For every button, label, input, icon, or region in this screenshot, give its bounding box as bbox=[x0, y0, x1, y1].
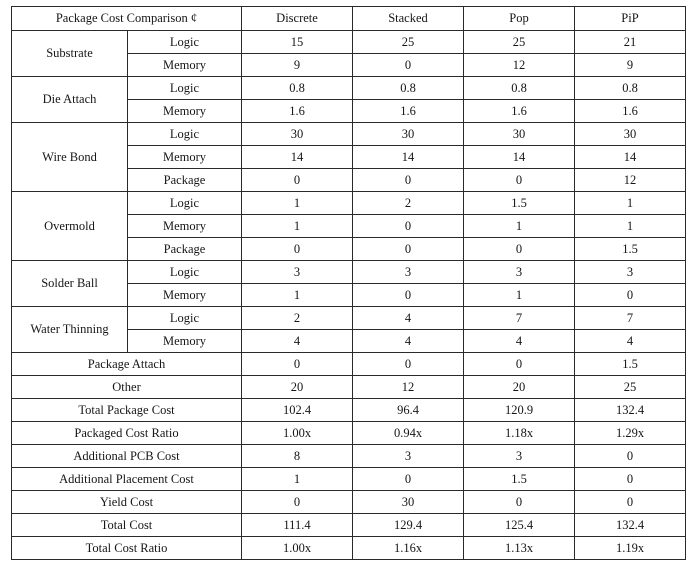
header-row bbox=[12, 7, 686, 31]
column-header-pop: Pop bbox=[464, 7, 575, 31]
table-title: Package Cost Comparison ¢ bbox=[12, 7, 242, 31]
value-cell-discrete: 14 bbox=[242, 146, 353, 169]
summary-label: Package Attach bbox=[12, 353, 242, 376]
value-cell-discrete: 1 bbox=[242, 215, 353, 238]
value-cell-pip: 12 bbox=[575, 169, 686, 192]
summary-value-pip: 1.19x bbox=[575, 537, 686, 560]
value-cell-discrete: 1 bbox=[242, 284, 353, 307]
value-cell-pop: 1 bbox=[464, 284, 575, 307]
column-header-pip: PiP bbox=[575, 7, 686, 31]
summary-row bbox=[12, 399, 686, 422]
value-cell-discrete: 15 bbox=[242, 31, 353, 54]
value-cell-discrete: 0.8 bbox=[242, 77, 353, 100]
summary-value-stacked: 30 bbox=[353, 491, 464, 514]
summary-value-discrete: 1.00x bbox=[242, 537, 353, 560]
table-body bbox=[12, 7, 686, 560]
sub-label: Memory bbox=[128, 54, 242, 77]
value-cell-pip: 1 bbox=[575, 215, 686, 238]
summary-value-stacked: 96.4 bbox=[353, 399, 464, 422]
summary-row bbox=[12, 514, 686, 537]
summary-row bbox=[12, 491, 686, 514]
value-cell-pip: 14 bbox=[575, 146, 686, 169]
group-label: Substrate bbox=[12, 31, 128, 77]
summary-value-stacked: 0.94x bbox=[353, 422, 464, 445]
value-cell-pip: 1.5 bbox=[575, 238, 686, 261]
value-cell-discrete: 2 bbox=[242, 307, 353, 330]
value-cell-pop: 4 bbox=[464, 330, 575, 353]
table-row bbox=[12, 77, 686, 100]
summary-row bbox=[12, 537, 686, 560]
value-cell-discrete: 0 bbox=[242, 238, 353, 261]
summary-value-pop: 0 bbox=[464, 353, 575, 376]
value-cell-stacked: 0 bbox=[353, 169, 464, 192]
summary-value-pop: 1.5 bbox=[464, 468, 575, 491]
summary-label: Additional PCB Cost bbox=[12, 445, 242, 468]
summary-value-stacked: 0 bbox=[353, 353, 464, 376]
sub-label: Memory bbox=[128, 330, 242, 353]
group-label: Die Attach bbox=[12, 77, 128, 123]
table-row bbox=[12, 123, 686, 146]
sub-label: Memory bbox=[128, 284, 242, 307]
value-cell-pop: 3 bbox=[464, 261, 575, 284]
value-cell-stacked: 2 bbox=[353, 192, 464, 215]
summary-value-pop: 120.9 bbox=[464, 399, 575, 422]
summary-value-pop: 20 bbox=[464, 376, 575, 399]
value-cell-stacked: 4 bbox=[353, 330, 464, 353]
summary-value-discrete: 1.00x bbox=[242, 422, 353, 445]
value-cell-pop: 0 bbox=[464, 238, 575, 261]
sub-label: Logic bbox=[128, 261, 242, 284]
summary-value-discrete: 111.4 bbox=[242, 514, 353, 537]
summary-value-pop: 0 bbox=[464, 491, 575, 514]
summary-label: Other bbox=[12, 376, 242, 399]
summary-row bbox=[12, 445, 686, 468]
table-row bbox=[12, 192, 686, 215]
summary-row bbox=[12, 468, 686, 491]
value-cell-pip: 1.6 bbox=[575, 100, 686, 123]
summary-value-discrete: 20 bbox=[242, 376, 353, 399]
sub-label: Logic bbox=[128, 307, 242, 330]
value-cell-pip: 9 bbox=[575, 54, 686, 77]
value-cell-pop: 25 bbox=[464, 31, 575, 54]
table-row bbox=[12, 261, 686, 284]
value-cell-pop: 14 bbox=[464, 146, 575, 169]
value-cell-pip: 30 bbox=[575, 123, 686, 146]
summary-value-discrete: 0 bbox=[242, 353, 353, 376]
value-cell-pip: 1 bbox=[575, 192, 686, 215]
value-cell-stacked: 0.8 bbox=[353, 77, 464, 100]
table-row bbox=[12, 31, 686, 54]
sub-label: Logic bbox=[128, 77, 242, 100]
value-cell-stacked: 14 bbox=[353, 146, 464, 169]
value-cell-pip: 3 bbox=[575, 261, 686, 284]
summary-row bbox=[12, 376, 686, 399]
summary-value-stacked: 0 bbox=[353, 468, 464, 491]
value-cell-discrete: 3 bbox=[242, 261, 353, 284]
group-label: Wire Bond bbox=[12, 123, 128, 192]
value-cell-pop: 1.6 bbox=[464, 100, 575, 123]
value-cell-pop: 0 bbox=[464, 169, 575, 192]
group-label: Solder Ball bbox=[12, 261, 128, 307]
column-header-discrete: Discrete bbox=[242, 7, 353, 31]
value-cell-stacked: 0 bbox=[353, 238, 464, 261]
summary-label: Yield Cost bbox=[12, 491, 242, 514]
value-cell-pop: 1.5 bbox=[464, 192, 575, 215]
summary-label: Total Cost Ratio bbox=[12, 537, 242, 560]
summary-value-discrete: 102.4 bbox=[242, 399, 353, 422]
value-cell-pip: 0 bbox=[575, 284, 686, 307]
sub-label: Memory bbox=[128, 100, 242, 123]
value-cell-discrete: 1 bbox=[242, 192, 353, 215]
value-cell-stacked: 0 bbox=[353, 284, 464, 307]
value-cell-discrete: 30 bbox=[242, 123, 353, 146]
summary-value-pop: 1.13x bbox=[464, 537, 575, 560]
sub-label: Package bbox=[128, 169, 242, 192]
value-cell-pop: 0.8 bbox=[464, 77, 575, 100]
summary-value-pip: 1.5 bbox=[575, 353, 686, 376]
value-cell-stacked: 3 bbox=[353, 261, 464, 284]
value-cell-pop: 7 bbox=[464, 307, 575, 330]
group-label: Water Thinning bbox=[12, 307, 128, 353]
value-cell-pip: 7 bbox=[575, 307, 686, 330]
summary-row bbox=[12, 422, 686, 445]
sub-label: Memory bbox=[128, 215, 242, 238]
sub-label: Logic bbox=[128, 192, 242, 215]
summary-label: Total Cost bbox=[12, 514, 242, 537]
summary-value-stacked: 129.4 bbox=[353, 514, 464, 537]
value-cell-stacked: 25 bbox=[353, 31, 464, 54]
summary-value-discrete: 1 bbox=[242, 468, 353, 491]
value-cell-discrete: 0 bbox=[242, 169, 353, 192]
sub-label: Logic bbox=[128, 31, 242, 54]
summary-value-pip: 132.4 bbox=[575, 399, 686, 422]
column-header-stacked: Stacked bbox=[353, 7, 464, 31]
summary-value-stacked: 12 bbox=[353, 376, 464, 399]
value-cell-pop: 30 bbox=[464, 123, 575, 146]
value-cell-stacked: 30 bbox=[353, 123, 464, 146]
value-cell-stacked: 0 bbox=[353, 215, 464, 238]
value-cell-pop: 12 bbox=[464, 54, 575, 77]
value-cell-discrete: 4 bbox=[242, 330, 353, 353]
summary-row bbox=[12, 353, 686, 376]
summary-value-discrete: 0 bbox=[242, 491, 353, 514]
sub-label: Logic bbox=[128, 123, 242, 146]
value-cell-stacked: 4 bbox=[353, 307, 464, 330]
summary-label: Additional Placement Cost bbox=[12, 468, 242, 491]
value-cell-stacked: 1.6 bbox=[353, 100, 464, 123]
group-label: Overmold bbox=[12, 192, 128, 261]
summary-value-stacked: 1.16x bbox=[353, 537, 464, 560]
value-cell-discrete: 1.6 bbox=[242, 100, 353, 123]
value-cell-stacked: 0 bbox=[353, 54, 464, 77]
package-cost-table bbox=[11, 6, 686, 560]
value-cell-pip: 0.8 bbox=[575, 77, 686, 100]
sub-label: Memory bbox=[128, 146, 242, 169]
sub-label: Package bbox=[128, 238, 242, 261]
summary-value-pip: 0 bbox=[575, 468, 686, 491]
summary-value-stacked: 3 bbox=[353, 445, 464, 468]
summary-label: Total Package Cost bbox=[12, 399, 242, 422]
summary-label: Packaged Cost Ratio bbox=[12, 422, 242, 445]
summary-value-pop: 1.18x bbox=[464, 422, 575, 445]
value-cell-pip: 21 bbox=[575, 31, 686, 54]
cost-table-container bbox=[11, 6, 686, 560]
value-cell-pop: 1 bbox=[464, 215, 575, 238]
summary-value-pip: 132.4 bbox=[575, 514, 686, 537]
summary-value-discrete: 8 bbox=[242, 445, 353, 468]
value-cell-discrete: 9 bbox=[242, 54, 353, 77]
summary-value-pip: 25 bbox=[575, 376, 686, 399]
summary-value-pip: 1.29x bbox=[575, 422, 686, 445]
summary-value-pop: 125.4 bbox=[464, 514, 575, 537]
summary-value-pop: 3 bbox=[464, 445, 575, 468]
summary-value-pip: 0 bbox=[575, 445, 686, 468]
table-row bbox=[12, 307, 686, 330]
value-cell-pip: 4 bbox=[575, 330, 686, 353]
summary-value-pip: 0 bbox=[575, 491, 686, 514]
